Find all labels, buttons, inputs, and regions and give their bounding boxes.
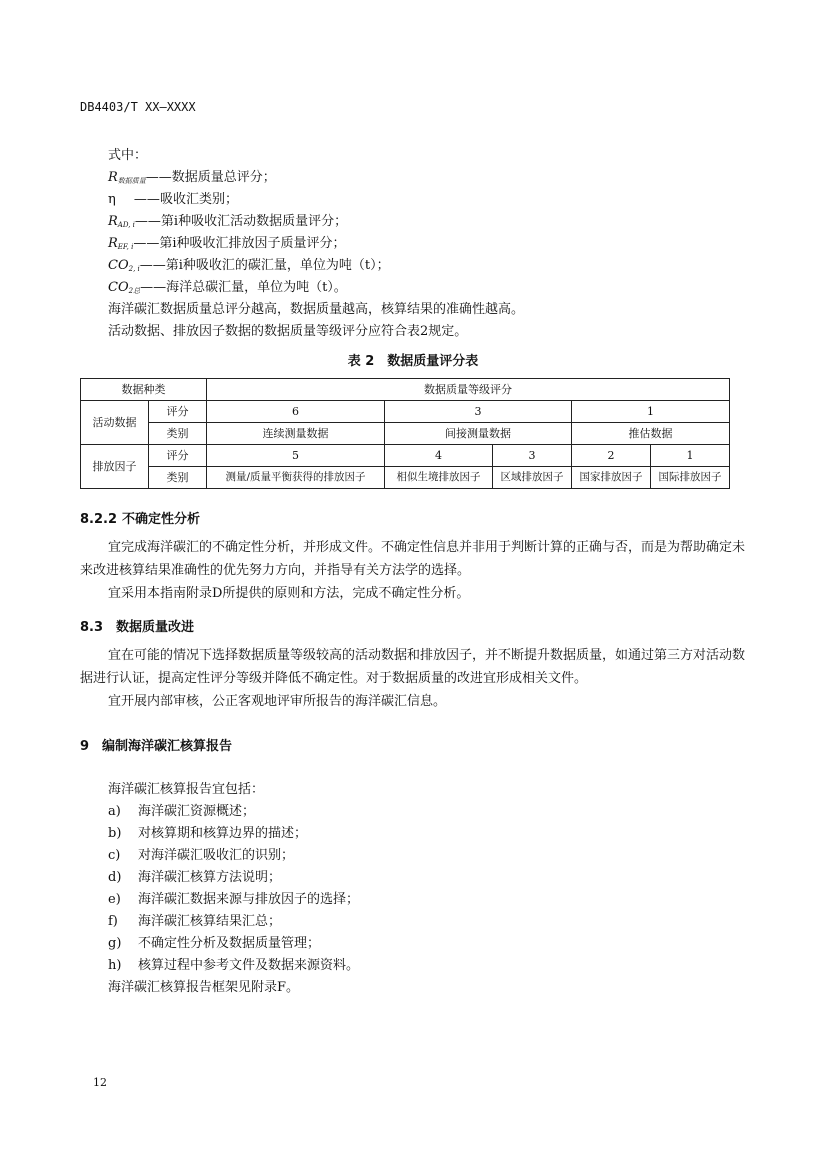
table-caption: 表 2 数据质量评分表 bbox=[347, 354, 479, 369]
emission-score-cell: 5 bbox=[207, 445, 385, 467]
legend-var: R bbox=[108, 170, 118, 185]
section-title: 数据质量改进 bbox=[116, 620, 195, 635]
list-text: 海洋碳汇数据来源与排放因子的选择； bbox=[138, 892, 360, 907]
legend-dash: —— bbox=[140, 280, 167, 295]
legend-item-co2-total bbox=[108, 276, 347, 296]
row-label-emission-factor: 排放因子 bbox=[81, 445, 149, 489]
legend-item-co2-i bbox=[108, 254, 390, 273]
emission-type-cell: 相似生境排放因子 bbox=[385, 467, 493, 489]
list-text: 不确定性分析及数据质量管理； bbox=[138, 936, 321, 951]
quality-improvement-paragraph-1: 宜在可能的情况下选择数据质量等级较高的活动数据和排放因子，并不断提升数据质量，如通过第三方对活动数据进行认证，提高定性评分等级并降低不确定性。对于数据质量的改进宜形成相关文件。 bbox=[80, 648, 746, 686]
activity-score-cell: 3 bbox=[385, 401, 572, 423]
legend-sub: 2, i bbox=[128, 265, 140, 273]
list-marker: f) bbox=[108, 914, 118, 929]
section-heading-8-3 bbox=[80, 616, 194, 635]
header-data-kind: 数据种类 bbox=[81, 379, 207, 401]
sub-label-type: 类别 bbox=[149, 423, 207, 445]
legend-var: R bbox=[108, 236, 118, 251]
section-heading-8-2-2 bbox=[80, 508, 200, 527]
list-text: 对核算期和核算边界的描述； bbox=[138, 826, 308, 841]
emission-score-cell: 1 bbox=[651, 445, 730, 467]
sub-label-score: 评分 bbox=[149, 445, 207, 467]
list-item bbox=[108, 822, 307, 841]
list-text: 核算过程中参考文件及数据来源资料。 bbox=[138, 958, 360, 973]
legend-sub: AD, i bbox=[117, 221, 135, 229]
list-text: 海洋碳汇资源概述； bbox=[138, 804, 256, 819]
activity-type-cell: 推估数据 bbox=[572, 423, 730, 445]
legend-sub: 2总 bbox=[128, 287, 141, 295]
legend-paragraph-1: 海洋碳汇数据质量总评分越高，数据质量越高，核算结果的准确性越高。 bbox=[108, 302, 525, 317]
legend-item-r-ef bbox=[108, 232, 346, 251]
list-marker: b) bbox=[108, 826, 122, 841]
uncertainty-paragraph-1: 宜完成海洋碳汇的不确定性分析，并形成文件。不确定性信息并非用于判断计算的正确与否，而是为帮助确定未来改进核算结果准确性的优先努力方向，并指导有关方法学的选择。 bbox=[80, 540, 746, 578]
list-marker: h) bbox=[108, 958, 122, 973]
activity-type-cell: 间接测量数据 bbox=[385, 423, 572, 445]
list-item bbox=[108, 800, 255, 819]
legend-sub: EF, i bbox=[117, 243, 134, 251]
legend-text: 第i种吸收汇活动数据质量评分； bbox=[160, 214, 348, 229]
table-row bbox=[81, 423, 730, 445]
activity-score-cell: 1 bbox=[572, 401, 730, 423]
list-item bbox=[108, 866, 281, 885]
emission-type-cell: 区域排放因子 bbox=[493, 467, 572, 489]
activity-score-cell: 6 bbox=[207, 401, 385, 423]
list-text: 对海洋碳汇吸收汇的识别； bbox=[138, 848, 295, 863]
list-item bbox=[108, 910, 281, 929]
report-intro: 海洋碳汇核算报告宜包括： bbox=[108, 782, 265, 797]
activity-type-cell: 连续测量数据 bbox=[207, 423, 385, 445]
legend-item-eta bbox=[108, 188, 238, 207]
table-row bbox=[81, 379, 730, 401]
legend-text: 第i种吸收汇排放因子质量评分； bbox=[159, 236, 346, 251]
list-item bbox=[108, 932, 320, 951]
legend-paragraph-2: 活动数据、排放因子数据的数据质量等级评分应符合表2规定。 bbox=[108, 324, 468, 339]
emission-type-cell: 测量/质量平衡获得的排放因子 bbox=[207, 467, 385, 489]
list-text: 海洋碳汇核算结果汇总； bbox=[138, 914, 282, 929]
section-title: 不确定性分析 bbox=[122, 512, 201, 527]
legend-var: CO bbox=[108, 280, 129, 295]
page-number: 12 bbox=[93, 1076, 107, 1089]
emission-score-cell: 2 bbox=[572, 445, 651, 467]
legend-dash: —— bbox=[134, 214, 161, 229]
list-marker: e) bbox=[108, 892, 121, 907]
list-marker: g) bbox=[108, 936, 122, 951]
section-number: 9 bbox=[80, 739, 90, 754]
formula-intro: 式中： bbox=[108, 148, 148, 163]
legend-sub: 数据质量 bbox=[117, 177, 146, 185]
table-row bbox=[81, 401, 730, 423]
table-row bbox=[81, 445, 730, 467]
list-item bbox=[108, 844, 294, 863]
row-label-activity-data: 活动数据 bbox=[81, 401, 149, 445]
emission-score-cell: 3 bbox=[493, 445, 572, 467]
legend-dash: —— bbox=[129, 192, 160, 207]
section-number: 8.2.2 bbox=[80, 512, 118, 527]
list-text: 海洋碳汇核算方法说明； bbox=[138, 870, 282, 885]
emission-score-cell: 4 bbox=[385, 445, 493, 467]
legend-dash: —— bbox=[133, 236, 160, 251]
legend-text: 第i种吸收汇的碳汇量，单位为吨（t）； bbox=[165, 258, 390, 273]
list-marker: c) bbox=[108, 848, 121, 863]
legend-text: 数据质量总评分； bbox=[171, 170, 276, 185]
legend-text: 海洋总碳汇量，单位为吨（t）。 bbox=[166, 280, 347, 295]
uncertainty-paragraph-2: 宜采用本指南附录D所提供的原则和方法，完成不确定性分析。 bbox=[108, 586, 470, 601]
section-number: 8.3 bbox=[80, 620, 104, 635]
legend-item-r-total bbox=[108, 166, 276, 186]
sub-label-type: 类别 bbox=[149, 467, 207, 489]
section-heading-9 bbox=[80, 735, 232, 754]
quality-improvement-paragraph-2: 宜开展内部审核，公正客观地评审所报告的海洋碳汇信息。 bbox=[108, 694, 447, 709]
legend-var: CO bbox=[108, 258, 129, 273]
legend-var: R bbox=[108, 214, 118, 229]
emission-type-cell: 国家排放因子 bbox=[572, 467, 651, 489]
emission-type-cell: 国际排放因子 bbox=[651, 467, 730, 489]
list-item bbox=[108, 954, 359, 973]
list-marker: d) bbox=[108, 870, 122, 885]
list-item bbox=[108, 888, 359, 907]
legend-dash: —— bbox=[139, 258, 166, 273]
list-marker: a) bbox=[108, 804, 121, 819]
header-quality-grade: 数据质量等级评分 bbox=[207, 379, 730, 401]
legend-var: η bbox=[108, 192, 116, 207]
document-code: DB4403/T XX—XXXX bbox=[80, 100, 196, 114]
section-title: 编制海洋碳汇核算报告 bbox=[102, 739, 233, 754]
legend-text: 吸收汇类别； bbox=[159, 192, 238, 207]
sub-label-score: 评分 bbox=[149, 401, 207, 423]
data-quality-score-table bbox=[80, 378, 730, 489]
legend-item-r-ad bbox=[108, 210, 347, 229]
table-row bbox=[81, 467, 730, 489]
report-outro: 海洋碳汇核算报告框架见附录F。 bbox=[108, 980, 300, 995]
legend-dash: —— bbox=[145, 170, 172, 185]
